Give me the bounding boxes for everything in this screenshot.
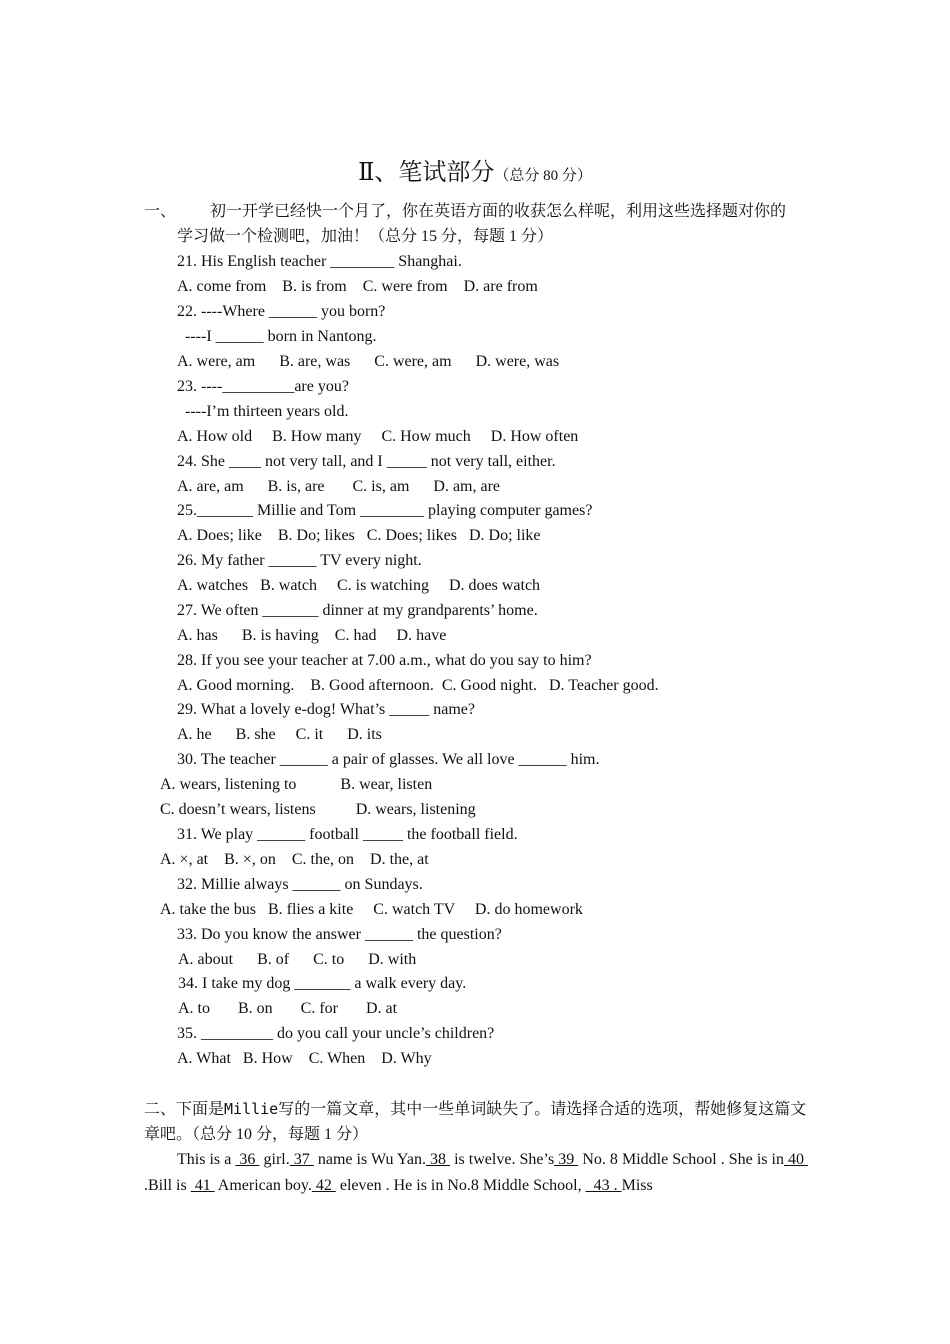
options-24: A. are, am B. is, are C. is, am D. am, are	[177, 478, 501, 495]
options-28: A. Good morning. B. Good afternoon. C. Good night. D. Teacher good.	[177, 677, 659, 694]
section2-head-b: 写的一篇文章，其中一些单词缺失了。请选择合适的选项，帮她修复这篇文章吧。	[144, 1101, 807, 1143]
options-21: A. come from B. is from C. were from D. are from	[177, 278, 538, 295]
question-31: 31. We play ______ football _____ the football field.	[177, 826, 518, 843]
options-32: A. take the bus B. flies a kite C. watch TV D. do homework	[160, 901, 583, 918]
section1-intro-line1: 初一开学已经快一个月了，你在英语方面的收获怎么样呢，利用这些选择题对你的	[210, 203, 787, 220]
section2-heading	[144, 1097, 808, 1147]
options-26: A. watches B. watch C. is watching D. does watch	[177, 577, 541, 594]
passage-text: American boy.	[214, 1177, 312, 1194]
blank-40: 40	[783, 1151, 809, 1168]
question-34: 34. I take my dog _______ a walk every day.	[178, 975, 467, 992]
options-29: A. he B. she C. it D. its	[177, 726, 382, 743]
passage-text: This is a	[177, 1151, 236, 1168]
question-24: 24. She ____ not very tall, and I _____ not very tall, either.	[177, 453, 556, 470]
blank-42: 42	[311, 1177, 336, 1194]
section2-head-a: 二、下面是	[144, 1101, 225, 1118]
question-21: 21. His English teacher ________ Shanghai.	[177, 253, 462, 270]
section1-number: 一、	[144, 203, 177, 220]
question-25: 25._______ Millie and Tom ________ playing computer games?	[177, 502, 593, 519]
question-23: 23. ----_________are you?	[177, 378, 349, 395]
blank-43: 43 .	[585, 1177, 622, 1194]
options-30-row1: A. wears, listening to B. wear, listen	[160, 776, 433, 793]
options-30-row2: C. doesn’t wears, listens D. wears, listening	[160, 801, 476, 818]
passage-text: girl.	[259, 1151, 290, 1168]
question-32: 32. Millie always ______ on Sundays.	[177, 876, 423, 893]
section2-score: （总分 10 分，每题 1 分）	[192, 1126, 369, 1143]
blank-36: 36	[235, 1151, 260, 1168]
options-31: A. ×, at B. ×, on C. the, on D. the, at	[160, 851, 429, 868]
question-27: 27. We often _______ dinner at my grandparents’ home.	[177, 602, 538, 619]
options-23: A. How old B. How many C. How much D. How often	[177, 428, 579, 445]
question-23-reply: ----I’m thirteen years old.	[177, 403, 349, 420]
page-title	[0, 156, 950, 193]
passage-text: is twelve. She’s	[450, 1151, 555, 1168]
options-22: A. were, am B. are, was C. were, am D. were, was	[177, 353, 560, 370]
title-score: （总分 80 分）	[494, 168, 592, 184]
passage-text: eleven . He is in No.8 Middle School,	[335, 1177, 586, 1194]
options-35: A. What B. How C. When D. Why	[177, 1050, 432, 1067]
question-22: 22. ----Where ______ you born?	[177, 303, 386, 320]
question-30: 30. The teacher ______ a pair of glasses. We all love ______ him.	[177, 751, 600, 768]
question-22-reply: ----I ______ born in Nantong.	[177, 328, 377, 345]
passage-text: .Bill is	[144, 1177, 191, 1194]
cloze-passage	[144, 1147, 808, 1199]
passage-text: Miss	[621, 1177, 653, 1194]
question-26: 26. My father ______ TV every night.	[177, 552, 422, 569]
section2-name: Millie	[224, 1100, 279, 1118]
blank-37: 37	[289, 1151, 314, 1168]
question-33: 33. Do you know the answer ______ the question?	[177, 926, 502, 943]
title-main: Ⅱ、笔试部分	[358, 160, 495, 186]
question-28: 28. If you see your teacher at 7.00 a.m., what do you say to him?	[177, 652, 592, 669]
options-25: A. Does; like B. Do; likes C. Does; likes D. Do; like	[177, 527, 541, 544]
passage-text: No. 8 Middle School . She is in	[578, 1151, 784, 1168]
section1-intro-line2: 学习做一个检测吧，加油！（总分 15 分，每题 1 分）	[177, 228, 554, 245]
blank-38: 38	[425, 1151, 451, 1168]
question-35: 35. _________ do you call your uncle’s children?	[177, 1025, 495, 1042]
question-29: 29. What a lovely e-dog! What’s _____ name?	[177, 701, 475, 718]
options-34: A. to B. on C. for D. at	[178, 1000, 398, 1017]
blank-41: 41	[190, 1177, 215, 1194]
blank-39: 39	[554, 1151, 579, 1168]
options-33: A. about B. of C. to D. with	[178, 951, 417, 968]
options-27: A. has B. is having C. had D. have	[177, 627, 447, 644]
passage-text: name is Wu Yan.	[313, 1151, 426, 1168]
